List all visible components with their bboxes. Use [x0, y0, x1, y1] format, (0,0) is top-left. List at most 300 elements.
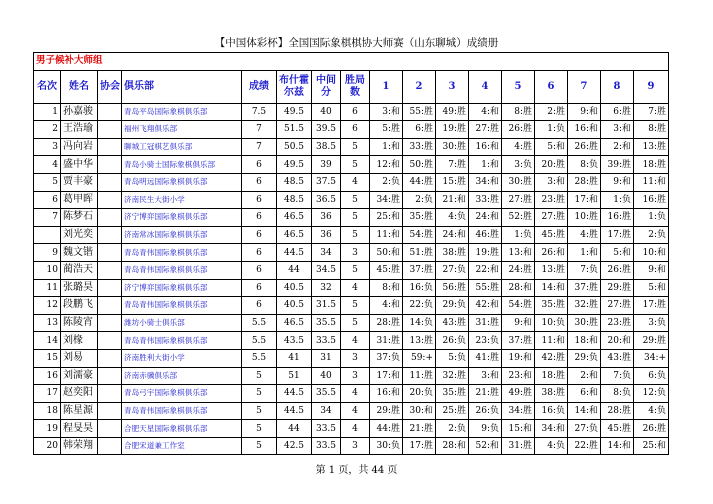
buchholz-cell: 48.5 — [277, 173, 312, 191]
player-name: 王浩瑜 — [61, 121, 98, 139]
club-name: 济宁博弈国际象棋俱乐部 — [122, 279, 242, 297]
round-7-result: 6:和 — [568, 385, 601, 403]
score-cell: 6 — [242, 279, 277, 297]
wins-cell: 5 — [341, 261, 370, 279]
association-cell — [98, 209, 122, 227]
round-9-result: 12:负 — [634, 385, 669, 403]
round-7-result: 18:和 — [568, 332, 601, 350]
header-round-6: 6 — [535, 70, 568, 103]
wins-cell: 4 — [341, 420, 370, 438]
round-9-result: 25:和 — [634, 437, 669, 455]
round-2-result: 37:胜 — [403, 261, 436, 279]
header-median: 中间分 — [312, 70, 341, 103]
round-3-result: 19:胜 — [436, 121, 469, 139]
group-label: 男子候补大师组 — [34, 53, 669, 71]
association-cell — [98, 261, 122, 279]
round-4-result: 1:和 — [469, 156, 502, 174]
round-6-result: 42:胜 — [535, 349, 568, 367]
player-name: 陈星源 — [61, 402, 98, 420]
round-5-result: 34:胜 — [502, 402, 535, 420]
round-7-result: 2:和 — [568, 367, 601, 385]
median-cell: 39.5 — [312, 121, 341, 139]
rank-cell: 20 — [34, 437, 61, 455]
table-row — [34, 226, 669, 244]
player-name: 蔺浩天 — [61, 261, 98, 279]
round-2-result: 59:+ — [403, 349, 436, 367]
table-row — [34, 420, 669, 438]
association-cell — [98, 279, 122, 297]
club-name: 福州飞翔俱乐部 — [122, 121, 242, 139]
round-8-result: 23:胜 — [601, 314, 634, 332]
round-4-result: 21:胜 — [469, 385, 502, 403]
median-cell: 37.5 — [312, 173, 341, 191]
page-footer: 第 1 页，共 44 页 — [315, 465, 398, 476]
round-8-result: 17:胜 — [601, 226, 634, 244]
round-1-result: 8:和 — [370, 279, 403, 297]
round-5-result: 1:负 — [502, 226, 535, 244]
round-7-result: 26:胜 — [568, 138, 601, 156]
wins-cell: 5 — [341, 226, 370, 244]
round-2-result: 33:胜 — [403, 138, 436, 156]
wins-cell: 3 — [341, 367, 370, 385]
table-row — [34, 103, 669, 121]
round-2-result: 44:胜 — [403, 173, 436, 191]
median-cell: 35.5 — [312, 385, 341, 403]
wins-cell: 4 — [341, 173, 370, 191]
round-3-result: 26:负 — [436, 332, 469, 350]
round-8-result: 9:和 — [601, 173, 634, 191]
round-6-result: 26:和 — [535, 244, 568, 262]
round-6-result: 2:胜 — [535, 103, 568, 121]
median-cell: 34.5 — [312, 261, 341, 279]
round-3-result: 43:胜 — [436, 314, 469, 332]
header-club: 俱乐部 — [122, 70, 242, 103]
round-1-result: 29:胜 — [370, 402, 403, 420]
score-cell: 7 — [242, 121, 277, 139]
median-cell: 32 — [312, 279, 341, 297]
round-6-result: 10:负 — [535, 314, 568, 332]
round-9-result: 13:胜 — [634, 138, 669, 156]
round-5-result: 49:胜 — [502, 385, 535, 403]
round-9-result: 7:胜 — [634, 103, 669, 121]
round-9-result: 34:+ — [634, 349, 669, 367]
score-cell: 5.5 — [242, 332, 277, 350]
rank-cell: 14 — [34, 332, 61, 350]
table-row — [34, 297, 669, 315]
round-4-result: 31:胜 — [469, 314, 502, 332]
round-5-result: 54:胜 — [502, 297, 535, 315]
round-5-result: 13:和 — [502, 244, 535, 262]
score-cell: 5.5 — [242, 349, 277, 367]
round-6-result: 5:和 — [535, 138, 568, 156]
round-2-result: 11:胜 — [403, 367, 436, 385]
score-cell: 6 — [242, 226, 277, 244]
score-cell: 5 — [242, 420, 277, 438]
round-4-result: 33:胜 — [469, 191, 502, 209]
median-cell: 39 — [312, 156, 341, 174]
round-8-result: 20:和 — [601, 332, 634, 350]
buchholz-cell: 51.5 — [277, 121, 312, 139]
round-7-result: 16:和 — [568, 121, 601, 139]
round-1-result: 25:和 — [370, 209, 403, 227]
round-5-result: 19:和 — [502, 349, 535, 367]
rank-cell: 2 — [34, 121, 61, 139]
club-name: 聊城工冠棋艺俱乐部 — [122, 138, 242, 156]
round-9-result: 8:胜 — [634, 121, 669, 139]
round-3-result: 38:胜 — [436, 244, 469, 262]
score-cell: 6 — [242, 191, 277, 209]
round-2-result: 2:负 — [403, 191, 436, 209]
round-6-result: 34:和 — [535, 420, 568, 438]
round-3-result: 7:胜 — [436, 156, 469, 174]
player-name: 魏文锴 — [61, 244, 98, 262]
buchholz-cell: 44 — [277, 261, 312, 279]
wins-cell: 3 — [341, 349, 370, 367]
rank-cell: 19 — [34, 420, 61, 438]
round-3-result: 24:和 — [436, 226, 469, 244]
round-2-result: 6:胜 — [403, 121, 436, 139]
score-cell: 5 — [242, 385, 277, 403]
score-cell: 7 — [242, 138, 277, 156]
rank-cell: 3 — [34, 138, 61, 156]
round-5-result: 37:胜 — [502, 332, 535, 350]
club-name: 济南常冰国际象棋俱乐部 — [122, 226, 242, 244]
round-3-result: 56:胜 — [436, 279, 469, 297]
wins-cell: 4 — [341, 402, 370, 420]
player-name: 陈梦石 — [61, 209, 98, 227]
round-1-result: 50:和 — [370, 244, 403, 262]
player-name: 陈陵宵 — [61, 314, 98, 332]
round-5-result: 30:胜 — [502, 173, 535, 191]
round-6-result: 16:负 — [535, 402, 568, 420]
association-cell — [98, 385, 122, 403]
wins-cell: 5 — [341, 138, 370, 156]
association-cell — [98, 297, 122, 315]
round-7-result: 28:胜 — [568, 173, 601, 191]
round-3-result: 29:负 — [436, 297, 469, 315]
round-7-result: 9:和 — [568, 103, 601, 121]
round-3-result: 15:胜 — [436, 173, 469, 191]
round-4-result: 41:胜 — [469, 349, 502, 367]
round-9-result: 5:和 — [634, 279, 669, 297]
association-cell — [98, 349, 122, 367]
median-cell: 36 — [312, 226, 341, 244]
player-name: 段鹏飞 — [61, 297, 98, 315]
round-5-result: 3:负 — [502, 156, 535, 174]
club-name: 青岛明远国际象棋俱乐部 — [122, 173, 242, 191]
median-cell: 34 — [312, 402, 341, 420]
round-6-result: 1:负 — [535, 121, 568, 139]
round-5-result: 28:和 — [502, 279, 535, 297]
table-row — [34, 437, 669, 455]
round-8-result: 5:和 — [601, 244, 634, 262]
club-name: 济南胜利大街小学 — [122, 349, 242, 367]
player-name: 刘易 — [61, 349, 98, 367]
player-name: 刘濡豪 — [61, 367, 98, 385]
round-5-result: 15:和 — [502, 420, 535, 438]
rank-cell: 17 — [34, 385, 61, 403]
round-7-result: 37:胜 — [568, 279, 601, 297]
header-round-7: 7 — [568, 70, 601, 103]
buchholz-cell: 46.5 — [277, 226, 312, 244]
table-row — [34, 173, 669, 191]
rank-cell: 13 — [34, 314, 61, 332]
round-9-result: 9:和 — [634, 261, 669, 279]
round-4-result: 19:胜 — [469, 244, 502, 262]
club-name: 青岛青伟国际象棋俱乐部 — [122, 261, 242, 279]
header-assoc: 协会 — [98, 70, 122, 103]
round-1-result: 2:负 — [370, 173, 403, 191]
player-name: 盛中华 — [61, 156, 98, 174]
round-1-result: 5:胜 — [370, 121, 403, 139]
score-cell: 6 — [242, 244, 277, 262]
table-row — [34, 332, 669, 350]
round-1-result: 4:和 — [370, 297, 403, 315]
round-5-result: 26:胜 — [502, 121, 535, 139]
header-round-2: 2 — [403, 70, 436, 103]
round-8-result: 14:和 — [601, 437, 634, 455]
table-row — [34, 138, 669, 156]
round-9-result: 16:胜 — [634, 191, 669, 209]
club-name: 青岛平岛国际象棋俱乐部 — [122, 103, 242, 121]
round-5-result: 8:胜 — [502, 103, 535, 121]
header-round-9: 9 — [634, 70, 669, 103]
wins-cell: 4 — [341, 279, 370, 297]
association-cell — [98, 332, 122, 350]
round-1-result: 30:负 — [370, 437, 403, 455]
buchholz-cell: 48.5 — [277, 191, 312, 209]
round-3-result: 27:负 — [436, 261, 469, 279]
club-name: 合肥天星国际象棋俱乐部 — [122, 420, 242, 438]
buchholz-cell: 43.5 — [277, 332, 312, 350]
round-6-result: 35:胜 — [535, 297, 568, 315]
association-cell — [98, 138, 122, 156]
round-4-result: 52:和 — [469, 437, 502, 455]
association-cell — [98, 226, 122, 244]
round-1-result: 16:和 — [370, 385, 403, 403]
buchholz-cell: 46.5 — [277, 209, 312, 227]
median-cell: 40 — [312, 103, 341, 121]
rank-cell: 16 — [34, 367, 61, 385]
table-row — [34, 191, 669, 209]
round-8-result: 3:和 — [601, 121, 634, 139]
header-name: 姓名 — [61, 70, 98, 103]
round-2-result: 35:胜 — [403, 209, 436, 227]
buchholz-cell: 41 — [277, 349, 312, 367]
round-3-result: 2:负 — [436, 420, 469, 438]
table-row — [34, 156, 669, 174]
wins-cell: 5 — [341, 156, 370, 174]
table-row — [34, 385, 669, 403]
round-5-result: 4:胜 — [502, 138, 535, 156]
round-9-result: 4:负 — [634, 402, 669, 420]
round-9-result: 1:负 — [634, 209, 669, 227]
round-7-result: 1:和 — [568, 244, 601, 262]
round-4-result: 24:和 — [469, 209, 502, 227]
rank-cell: 18 — [34, 402, 61, 420]
table-row — [34, 367, 669, 385]
header-round-1: 1 — [370, 70, 403, 103]
median-cell: 31.5 — [312, 297, 341, 315]
header-round-8: 8 — [601, 70, 634, 103]
score-cell: 6 — [242, 297, 277, 315]
buchholz-cell: 40.5 — [277, 297, 312, 315]
table-row — [34, 314, 669, 332]
round-4-result: 9:负 — [469, 420, 502, 438]
club-name: 青岛青伟国际象棋俱乐部 — [122, 332, 242, 350]
wins-cell: 6 — [341, 103, 370, 121]
round-1-result: 31:胜 — [370, 332, 403, 350]
rank-cell: 9 — [34, 244, 61, 262]
round-9-result: 26:胜 — [634, 420, 669, 438]
association-cell — [98, 402, 122, 420]
round-2-result: 22:负 — [403, 297, 436, 315]
round-6-result: 14:和 — [535, 279, 568, 297]
buchholz-cell: 42.5 — [277, 437, 312, 455]
score-cell: 5 — [242, 367, 277, 385]
round-2-result: 30:和 — [403, 402, 436, 420]
score-cell: 6 — [242, 173, 277, 191]
round-1-result: 12:和 — [370, 156, 403, 174]
player-name: 韩荣翔 — [61, 437, 98, 455]
table-row — [34, 402, 669, 420]
buchholz-cell: 50.5 — [277, 138, 312, 156]
rank-cell: 6 — [34, 191, 61, 209]
wins-cell: 6 — [341, 121, 370, 139]
round-4-result: 22:和 — [469, 261, 502, 279]
round-1-result: 37:负 — [370, 349, 403, 367]
round-2-result: 50:胜 — [403, 156, 436, 174]
score-cell: 7.5 — [242, 103, 277, 121]
player-name: 刘椽 — [61, 332, 98, 350]
round-9-result: 17:胜 — [634, 297, 669, 315]
round-4-result: 34:和 — [469, 173, 502, 191]
buchholz-cell: 44.5 — [277, 244, 312, 262]
association-cell — [98, 244, 122, 262]
wins-cell: 5 — [341, 191, 370, 209]
round-5-result: 31:胜 — [502, 437, 535, 455]
round-6-result: 20:胜 — [535, 156, 568, 174]
round-9-result: 11:和 — [634, 173, 669, 191]
round-6-result: 13:胜 — [535, 261, 568, 279]
rank-cell: 7 — [34, 209, 61, 227]
round-1-result: 28:胜 — [370, 314, 403, 332]
club-name: 青岛青伟国际象棋俱乐部 — [122, 297, 242, 315]
round-8-result: 43:胜 — [601, 349, 634, 367]
round-8-result: 2:和 — [601, 138, 634, 156]
round-7-result: 32:胜 — [568, 297, 601, 315]
round-9-result: 3:负 — [634, 314, 669, 332]
association-cell — [98, 437, 122, 455]
round-5-result: 52:胜 — [502, 209, 535, 227]
score-cell: 6 — [242, 156, 277, 174]
player-name: 孙嘉骏 — [61, 103, 98, 121]
table-row — [34, 261, 669, 279]
club-name: 济南民生大街小学 — [122, 191, 242, 209]
rank-cell: 4 — [34, 156, 61, 174]
round-8-result: 8:负 — [601, 385, 634, 403]
header-score: 成绩 — [242, 70, 277, 103]
header-round-5: 5 — [502, 70, 535, 103]
round-6-result: 18:胜 — [535, 367, 568, 385]
round-1-result: 44:胜 — [370, 420, 403, 438]
header-round-3: 3 — [436, 70, 469, 103]
round-3-result: 35:胜 — [436, 385, 469, 403]
association-cell — [98, 420, 122, 438]
round-1-result: 3:和 — [370, 103, 403, 121]
rank-cell: 5 — [34, 173, 61, 191]
association-cell — [98, 191, 122, 209]
score-cell: 5 — [242, 402, 277, 420]
table-row — [34, 244, 669, 262]
header-buchholz: 布什霍尔兹 — [277, 70, 312, 103]
association-cell — [98, 314, 122, 332]
club-name: 济宁博弈国际象棋俱乐部 — [122, 209, 242, 227]
buchholz-cell: 40.5 — [277, 279, 312, 297]
round-9-result: 29:胜 — [634, 332, 669, 350]
round-7-result: 14:和 — [568, 402, 601, 420]
round-6-result: 23:胜 — [535, 191, 568, 209]
rank-cell: 10 — [34, 261, 61, 279]
table-row — [34, 349, 669, 367]
round-8-result: 45:胜 — [601, 420, 634, 438]
rank-cell: 15 — [34, 349, 61, 367]
club-name: 青岛小骑士国际象棋俱乐部 — [122, 156, 242, 174]
round-8-result: 29:胜 — [601, 279, 634, 297]
round-8-result: 28:胜 — [601, 402, 634, 420]
page-title: 【中国体彩杯】全国国际象棋棋协大师赛（山东聊城）成绩册 — [214, 37, 499, 49]
median-cell: 31 — [312, 349, 341, 367]
player-name: 冯向岩 — [61, 138, 98, 156]
round-7-result: 22:胜 — [568, 437, 601, 455]
median-cell: 38.5 — [312, 138, 341, 156]
buchholz-cell: 44.5 — [277, 402, 312, 420]
round-3-result: 30:胜 — [436, 138, 469, 156]
association-cell — [98, 103, 122, 121]
round-9-result: 10:和 — [634, 244, 669, 262]
round-3-result: 32:胜 — [436, 367, 469, 385]
score-cell: 5.5 — [242, 314, 277, 332]
round-1-result: 11:和 — [370, 226, 403, 244]
header-rank: 名次 — [34, 70, 61, 103]
round-7-result: 29:负 — [568, 349, 601, 367]
wins-cell: 5 — [341, 297, 370, 315]
club-name: 青岛青伟国际象棋俱乐部 — [122, 402, 242, 420]
rank-cell: 11 — [34, 279, 61, 297]
round-2-result: 13:胜 — [403, 332, 436, 350]
median-cell: 36.5 — [312, 191, 341, 209]
round-8-result: 7:负 — [601, 367, 634, 385]
player-name: 赵奕阳 — [61, 385, 98, 403]
results-table — [33, 52, 669, 455]
club-name: 青岛青伟国际象棋俱乐部 — [122, 244, 242, 262]
round-2-result: 51:胜 — [403, 244, 436, 262]
player-name: 刘光奕 — [61, 226, 98, 244]
score-cell: 5 — [242, 437, 277, 455]
round-4-result: 3:和 — [469, 367, 502, 385]
round-3-result: 49:胜 — [436, 103, 469, 121]
player-name: 程旻昊 — [61, 420, 98, 438]
round-8-result: 1:负 — [601, 191, 634, 209]
median-cell: 35.5 — [312, 314, 341, 332]
association-cell — [98, 121, 122, 139]
round-2-result: 14:负 — [403, 314, 436, 332]
round-2-result: 21:胜 — [403, 420, 436, 438]
round-1-result: 45:胜 — [370, 261, 403, 279]
rank-cell: 1 — [34, 103, 61, 121]
round-3-result: 25:胜 — [436, 402, 469, 420]
round-7-result: 4:胜 — [568, 226, 601, 244]
